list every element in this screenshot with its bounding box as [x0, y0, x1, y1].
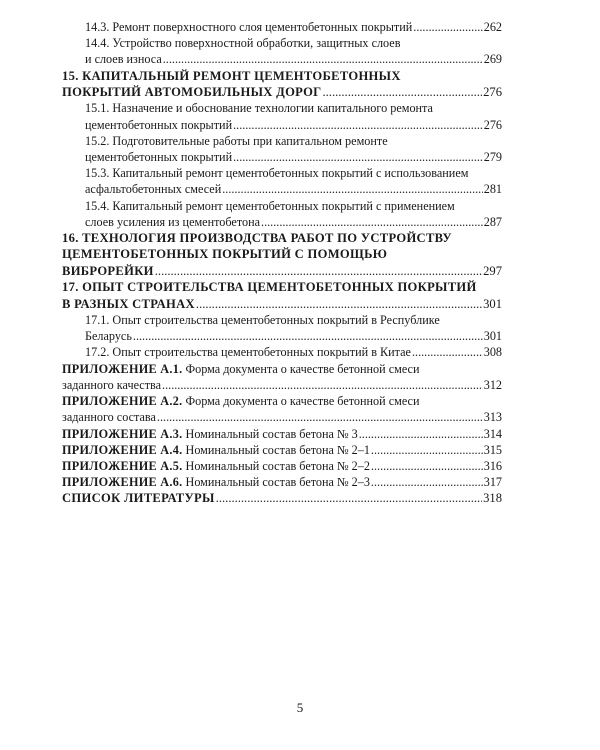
- dot-leader: [163, 51, 483, 67]
- toc-entry-line: [62, 361, 502, 377]
- toc-entry-line: [85, 149, 502, 165]
- toc-entry-line: [85, 344, 502, 360]
- toc-entry-text: ЦЕМЕНТОБЕТОННЫХ ПОКРЫТИЙ С ПОМОЩЬЮ: [62, 247, 388, 262]
- toc-entry-text: Беларусь: [85, 329, 132, 344]
- toc-entry-line: [62, 409, 502, 425]
- dot-leader: [222, 181, 482, 197]
- toc-entry: [62, 198, 502, 230]
- toc-entry: [62, 100, 502, 132]
- appendix-title: Форма документа о качестве бетонной смеси: [182, 394, 420, 409]
- toc-entry-line: [62, 490, 502, 506]
- toc-entry-text: [62, 426, 358, 442]
- toc-page-number: 297: [483, 263, 502, 278]
- toc-entry-text: слоев усиления из цементобетона: [85, 214, 261, 229]
- toc-page-number: 262: [483, 20, 502, 34]
- dot-leader: [157, 409, 483, 425]
- appendix-label: ПРИЛОЖЕНИЕ А.5.: [62, 458, 183, 473]
- toc-entry: [62, 35, 502, 67]
- toc-entry-text: 17.1. Опыт строительства цементобетонных покрытий в Республике: [85, 313, 440, 328]
- toc-entry: [62, 426, 502, 442]
- toc-page-number: 315: [483, 442, 502, 457]
- toc-entry-line: [62, 68, 502, 84]
- toc-entry-line: [85, 35, 502, 51]
- toc-entry-line: [85, 133, 502, 149]
- appendix-title: Номинальный состав бетона № 3: [182, 426, 358, 441]
- dot-leader: [233, 149, 483, 165]
- dot-leader: [323, 84, 483, 100]
- toc-entry-text: [62, 362, 419, 376]
- appendix-title: Номинальный состав бетона № 2–3: [182, 475, 370, 490]
- toc-entry: [62, 361, 502, 393]
- toc-entry-text: заданного качества: [62, 377, 162, 392]
- page-number: 5: [296, 700, 304, 715]
- dot-leader: [371, 474, 483, 490]
- toc-entry-line: [85, 181, 502, 197]
- toc-entry-text: [62, 442, 370, 458]
- toc-entry: [62, 490, 502, 506]
- toc-entry-line: [62, 442, 502, 458]
- toc-entry-line: [62, 263, 502, 279]
- toc-entry-text: 14.4. Устройство поверхностной обработки, защитных слоев: [85, 36, 401, 51]
- toc-page-number: 276: [483, 85, 502, 100]
- toc-entry: [62, 312, 502, 344]
- dot-leader: [413, 19, 482, 35]
- toc-entry-line: [85, 19, 502, 35]
- toc-entry-text: 15.1. Назначение и обоснование технологии капитального ремонта: [85, 101, 433, 116]
- toc-page-number: 308: [483, 345, 502, 360]
- toc-page-number: 279: [483, 150, 502, 165]
- toc-entry-text: 14.3. Ремонт поверхностного слоя цементобетонных покрытий: [85, 20, 413, 34]
- toc-entry-text: 17. ОПЫТ СТРОИТЕЛЬСТВА ЦЕМЕНТОБЕТОННЫХ ПОКРЫТИЙ: [62, 280, 477, 295]
- toc-page-number: 318: [483, 491, 502, 506]
- toc-entry-line: [62, 426, 502, 442]
- dot-leader: [196, 296, 482, 312]
- toc-entry-text: 17.2. Опыт строительства цементобетонных покрытий в Китае: [85, 345, 411, 360]
- toc-page-number: 276: [483, 117, 502, 132]
- toc-entry-text: 15.3. Капитальный ремонт цементобетонных покрытий с использованием: [85, 166, 469, 181]
- toc-entry-line: [85, 328, 502, 344]
- toc-page-number: 313: [483, 410, 502, 425]
- toc-page-number: 314: [483, 426, 502, 441]
- toc-entry: [62, 279, 502, 312]
- toc-entry: [62, 393, 502, 425]
- toc-entry-line: [85, 117, 502, 133]
- toc-entry-text: 15. КАПИТАЛЬНЫЙ РЕМОНТ ЦЕМЕНТОБЕТОННЫХ: [62, 68, 401, 83]
- toc-entry-line: [85, 51, 502, 67]
- dot-leader: [216, 490, 482, 506]
- toc-entry-line: [85, 100, 502, 116]
- toc-entry-line: [62, 474, 502, 490]
- toc-entry-text: ВИБРОРЕЙКИ: [62, 263, 154, 278]
- toc-entry: [62, 474, 502, 490]
- dot-leader: [371, 442, 483, 458]
- dot-leader: [133, 328, 483, 344]
- toc-entry-line: [62, 279, 502, 295]
- appendix-title: Номинальный состав бетона № 2–2: [182, 458, 370, 473]
- toc-entry-text: 15.2. Подготовительные работы при капитальном ремонте: [85, 133, 388, 148]
- toc-entry-line: [62, 246, 502, 262]
- toc-entry-line: [62, 84, 502, 100]
- appendix-label: ПРИЛОЖЕНИЕ А.2.: [62, 394, 183, 409]
- toc-entry-line: [62, 296, 502, 312]
- toc-page-number: 312: [483, 377, 502, 392]
- toc-entry-text: [62, 458, 370, 474]
- dot-leader: [359, 426, 483, 442]
- dot-leader: [162, 377, 483, 393]
- appendix-label: ПРИЛОЖЕНИЕ А.6.: [62, 475, 183, 490]
- toc-entry-text: и слоев износа: [85, 52, 162, 67]
- toc-entry: [62, 165, 502, 197]
- toc-entry-line: [62, 393, 502, 409]
- toc-entry-text: асфальтобетонных смесей: [85, 182, 222, 197]
- toc-page-number: 317: [483, 475, 502, 490]
- dot-leader: [412, 344, 483, 360]
- toc-entry: [62, 19, 502, 35]
- toc-entry-line: [62, 377, 502, 393]
- toc-entry: [62, 68, 502, 101]
- toc-entry-text: цементобетонных покрытий: [85, 117, 233, 132]
- appendix-title: Номинальный состав бетона № 2–1: [182, 442, 370, 457]
- appendix-label: ПРИЛОЖЕНИЕ А.4.: [62, 442, 183, 457]
- appendix-label: ПРИЛОЖЕНИЕ А.3.: [62, 426, 183, 441]
- toc-entry-line: [62, 230, 502, 246]
- toc-entry-line: [85, 214, 502, 230]
- toc-entry-text: В РАЗНЫХ СТРАНАХ: [62, 296, 195, 311]
- toc-entry: [62, 458, 502, 474]
- appendix-label: ПРИЛОЖЕНИЕ А.1.: [62, 361, 183, 376]
- appendix-title: Форма документа о качестве бетонной смеси: [182, 361, 420, 376]
- dot-leader: [233, 117, 483, 133]
- toc-entry-text: ПОКРЫТИЙ АВТОМОБИЛЬНЫХ ДОРОГ: [62, 85, 322, 100]
- toc-page-number: 269: [483, 52, 502, 67]
- toc-entry: [62, 344, 502, 360]
- dot-leader: [261, 214, 483, 230]
- toc-entry-text: 16. ТЕХНОЛОГИЯ ПРОИЗВОДСТВА РАБОТ ПО УСТРОЙСТВУ: [62, 231, 452, 246]
- toc-page-number: 287: [483, 214, 502, 229]
- toc-page-number: 301: [483, 329, 502, 344]
- toc-page-number: 316: [483, 458, 502, 473]
- toc-entry: [62, 230, 502, 279]
- toc-page-number: 281: [483, 182, 502, 197]
- toc-entry-text: 15.4. Капитальный ремонт цементобетонных покрытий с применением: [85, 198, 455, 213]
- dot-leader: [155, 263, 482, 279]
- toc-entry-text: [62, 474, 370, 490]
- toc-entry-text: цементобетонных покрытий: [85, 150, 233, 165]
- toc-entry-line: [85, 165, 502, 181]
- toc-entry: [62, 442, 502, 458]
- toc-entry-text: СПИСОК ЛИТЕРАТУРЫ: [62, 491, 215, 506]
- toc-entry-line: [85, 198, 502, 214]
- toc-entry-line: [62, 458, 502, 474]
- toc-entry: [62, 133, 502, 165]
- toc-entry-line: [85, 312, 502, 328]
- toc-entry-text: заданного состава: [62, 410, 156, 425]
- table-of-contents: [62, 19, 502, 507]
- toc-page-number: 301: [483, 296, 502, 311]
- dot-leader: [371, 458, 483, 474]
- toc-entry-text: [62, 394, 419, 408]
